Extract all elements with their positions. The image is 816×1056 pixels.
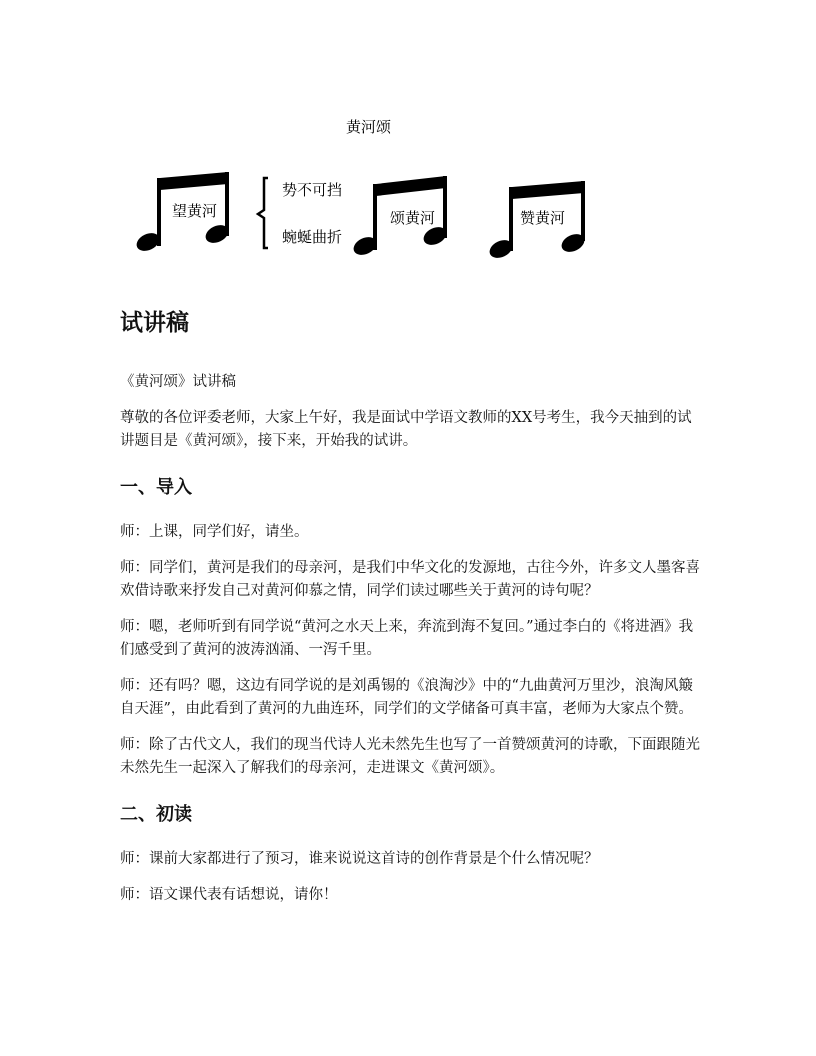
paragraph: 师：上课，同学们好，请坐。 xyxy=(120,524,309,540)
paragraph: 师：语文课代表有话想说，请你！ xyxy=(120,887,338,903)
diagram-title: 黄河颂 xyxy=(346,118,392,136)
note-label-praise: 颂黄河 xyxy=(390,209,436,227)
branch-label-bottom: 蜿蜒曲折 xyxy=(282,228,343,246)
paragraph: 师：嗯，老师听到有同学说“黄河之水天上来，奔流到海不复回。”通过李白的《将进酒》我们感受到了黄河的波涛汹涌、一泻千里。 xyxy=(120,619,694,658)
document-body xyxy=(120,305,700,920)
section-heading-first-read: 二、初读 xyxy=(120,804,192,825)
note-label-laud: 赞黄河 xyxy=(520,209,566,227)
music-notes-graphic xyxy=(0,0,816,290)
opening-paragraph: 尊敬的各位评委老师，大家上午好，我是面试中学语文教师的XX号考生，我今天抽到的试讲题目是《黄河颂》，接下来，开始我的试讲。 xyxy=(120,410,692,449)
paragraph: 师：课前大家都进行了预习，谁来说说这首诗的创作背景是个什么情况呢？ xyxy=(120,851,599,867)
intro-line: 《黄河颂》试讲稿 xyxy=(120,374,236,390)
branch-label-top: 势不可挡 xyxy=(282,181,343,199)
page-title: 试讲稿 xyxy=(120,310,189,336)
section-heading-intro: 一、导入 xyxy=(120,477,192,498)
brace-icon xyxy=(258,178,268,248)
paragraph: 师：除了古代文人，我们的现当代诗人光未然先生也写了一首赞颂黄河的诗歌，下面跟随光未然先生一起深入了解我们的母亲河，走进课文《黄河颂》。 xyxy=(120,737,700,776)
mind-map-diagram xyxy=(0,0,816,290)
paragraph: 师：还有吗？嗯，这边有同学说的是刘禹锡的《浪淘沙》中的“九曲黄河万里沙，浪淘风簸自天涯”，由此看到了黄河的九曲连环，同学们的文学储备可真丰富，老师为大家点个赞。 xyxy=(120,678,693,717)
paragraph: 师：同学们，黄河是我们的母亲河，是我们中华文化的发源地，古往今外，许多文人墨客喜欢借诗歌来抒发自己对黄河仰慕之情，同学们读过哪些关于黄河的诗句呢？ xyxy=(120,560,700,599)
note-label-watch: 望黄河 xyxy=(172,202,218,220)
